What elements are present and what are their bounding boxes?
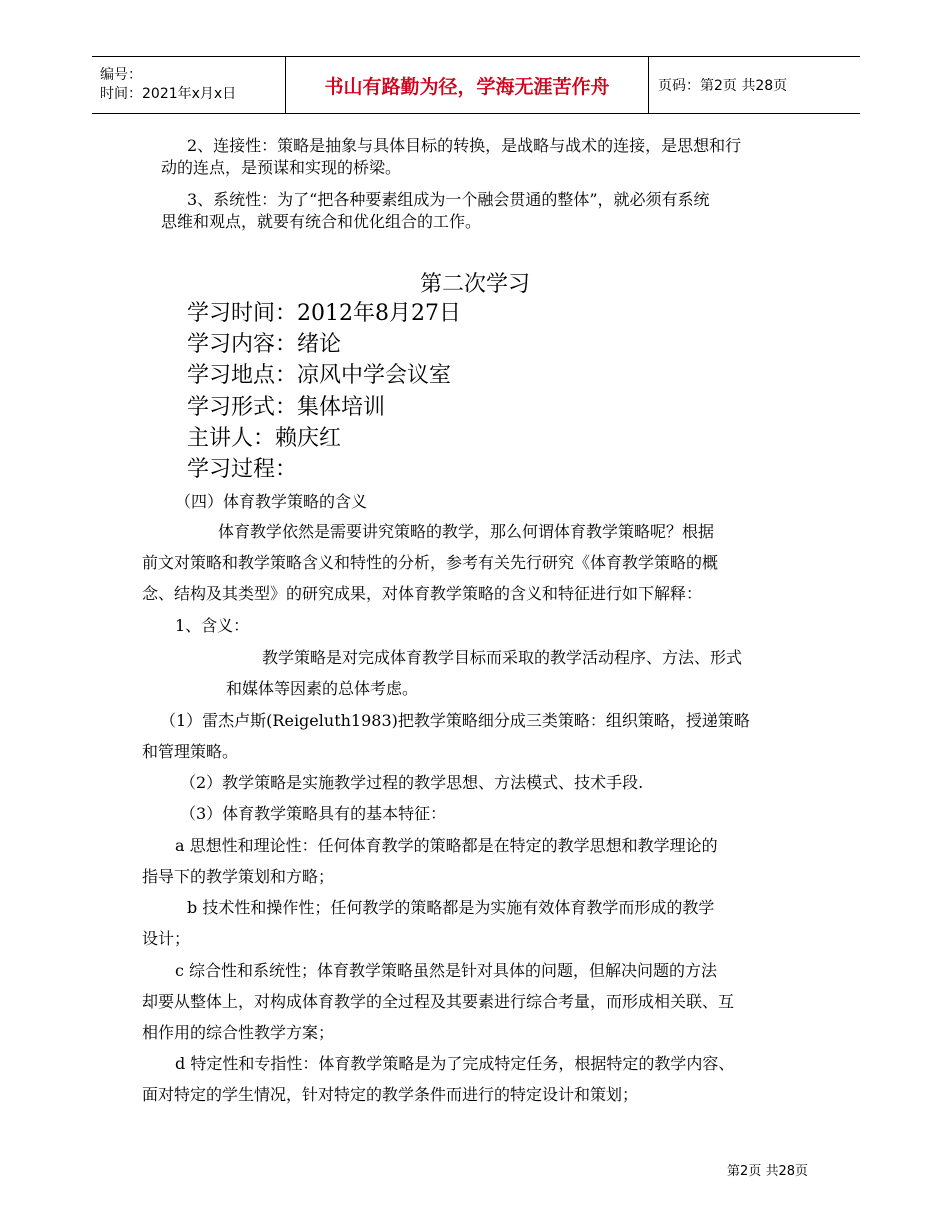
feature-c-line1: c 综合性和系统性；体育教学策略虽然是针对具体的问题，但解决问题的方法 (175, 961, 718, 980)
feature-c-line3: 相作用的综合性教学方案； (142, 1023, 335, 1042)
header-left-cell (92, 57, 285, 113)
session-content: 学习内容：绪论 (187, 332, 342, 357)
feature-a-line2: 指导下的教学策划和方略； (142, 867, 335, 886)
intro-para2-line2: 动的连点，是预谋和实现的桥梁。 (161, 158, 402, 177)
note3: （3）体育教学策略具有的基本特征： (180, 804, 447, 823)
session-process: 学习过程： (187, 457, 298, 482)
header-page-number: 页码：第2页 共28页 (658, 78, 788, 94)
feature-b-line2: 设计； (142, 929, 191, 948)
session-form: 学习形式：集体培训 (187, 395, 386, 420)
session-place: 学习地点：凉风中学会议室 (187, 363, 452, 388)
intro-para3-line1: 3、系统性：为了“把各种要素组成为一个融会贯通的整体”，就必须有系统 (187, 190, 710, 209)
session-title: 第二次学习 (419, 272, 530, 297)
feature-c-line2: 却要从整体上，对构成体育教学的全过程及其要素进行综合考量，而形成相关联、互 (142, 992, 735, 1011)
definition-line2: 和媒体等因素的总体考虑。 (226, 679, 419, 698)
para1-line1: 体育教学依然是需要讲究策略的教学，那么何谓体育教学策略呢？根据 (218, 522, 715, 541)
item1-heading: 1、含义： (175, 616, 250, 635)
note2: （2）教学策略是实施教学过程的教学思想、方法模式、技术手段. (180, 773, 644, 792)
feature-a-line1: a 思想性和理论性：任何体育教学的策略都是在特定的教学思想和教学理论的 (175, 836, 718, 855)
intro-para2-line1: 2、连接性：策略是抽象与具体目标的转换，是战略与战术的连接，是思想和行 (187, 136, 742, 155)
feature-d-line2: 面对特定的学生情况，针对特定的教学条件而进行的特定设计和策划； (142, 1085, 639, 1104)
definition-line1: 教学策略是对完成体育教学目标而采取的教学活动程序、方法、形式 (262, 648, 743, 667)
intro-para3-line2: 思维和观点，就要有统合和优化组合的工作。 (161, 212, 482, 231)
feature-b-line1: b 技术性和操作性；任何教学的策略都是为实施有效体育教学而形成的教学 (187, 898, 715, 917)
document-date: 时间：2021年x月x日 (100, 86, 237, 102)
document-number-label: 编号： (100, 67, 142, 83)
session-time: 学习时间：2012年8月27日 (187, 301, 461, 326)
feature-d-line1: d 特定性和专指性：体育教学策略是为了完成特定任务，根据特定的教学内容、 (175, 1054, 735, 1073)
page-footer-number: 第2页 共28页 (727, 1164, 808, 1179)
para1-line2: 前文对策略和教学策略含义和特性的分析，参考有关先行研究《体育教学策略的概 (142, 553, 719, 572)
header-motto: 书山有路勤为径，学海无涯苦作舟 (285, 57, 649, 113)
note1-line2: 和管理策略。 (142, 742, 239, 761)
note1-line1: （1）雷杰卢斯(Reigeluth1983)把教学策略细分成三类策略：组织策略，授递策略 (160, 711, 750, 730)
section-heading: （四）体育教学策略的含义 (175, 492, 368, 511)
page-header (92, 56, 860, 114)
session-speaker: 主讲人：赖庆红 (187, 426, 342, 451)
para1-line3: 念、结构及其类型》的研究成果，对体育教学策略的含义和特征进行如下解释： (142, 584, 703, 603)
